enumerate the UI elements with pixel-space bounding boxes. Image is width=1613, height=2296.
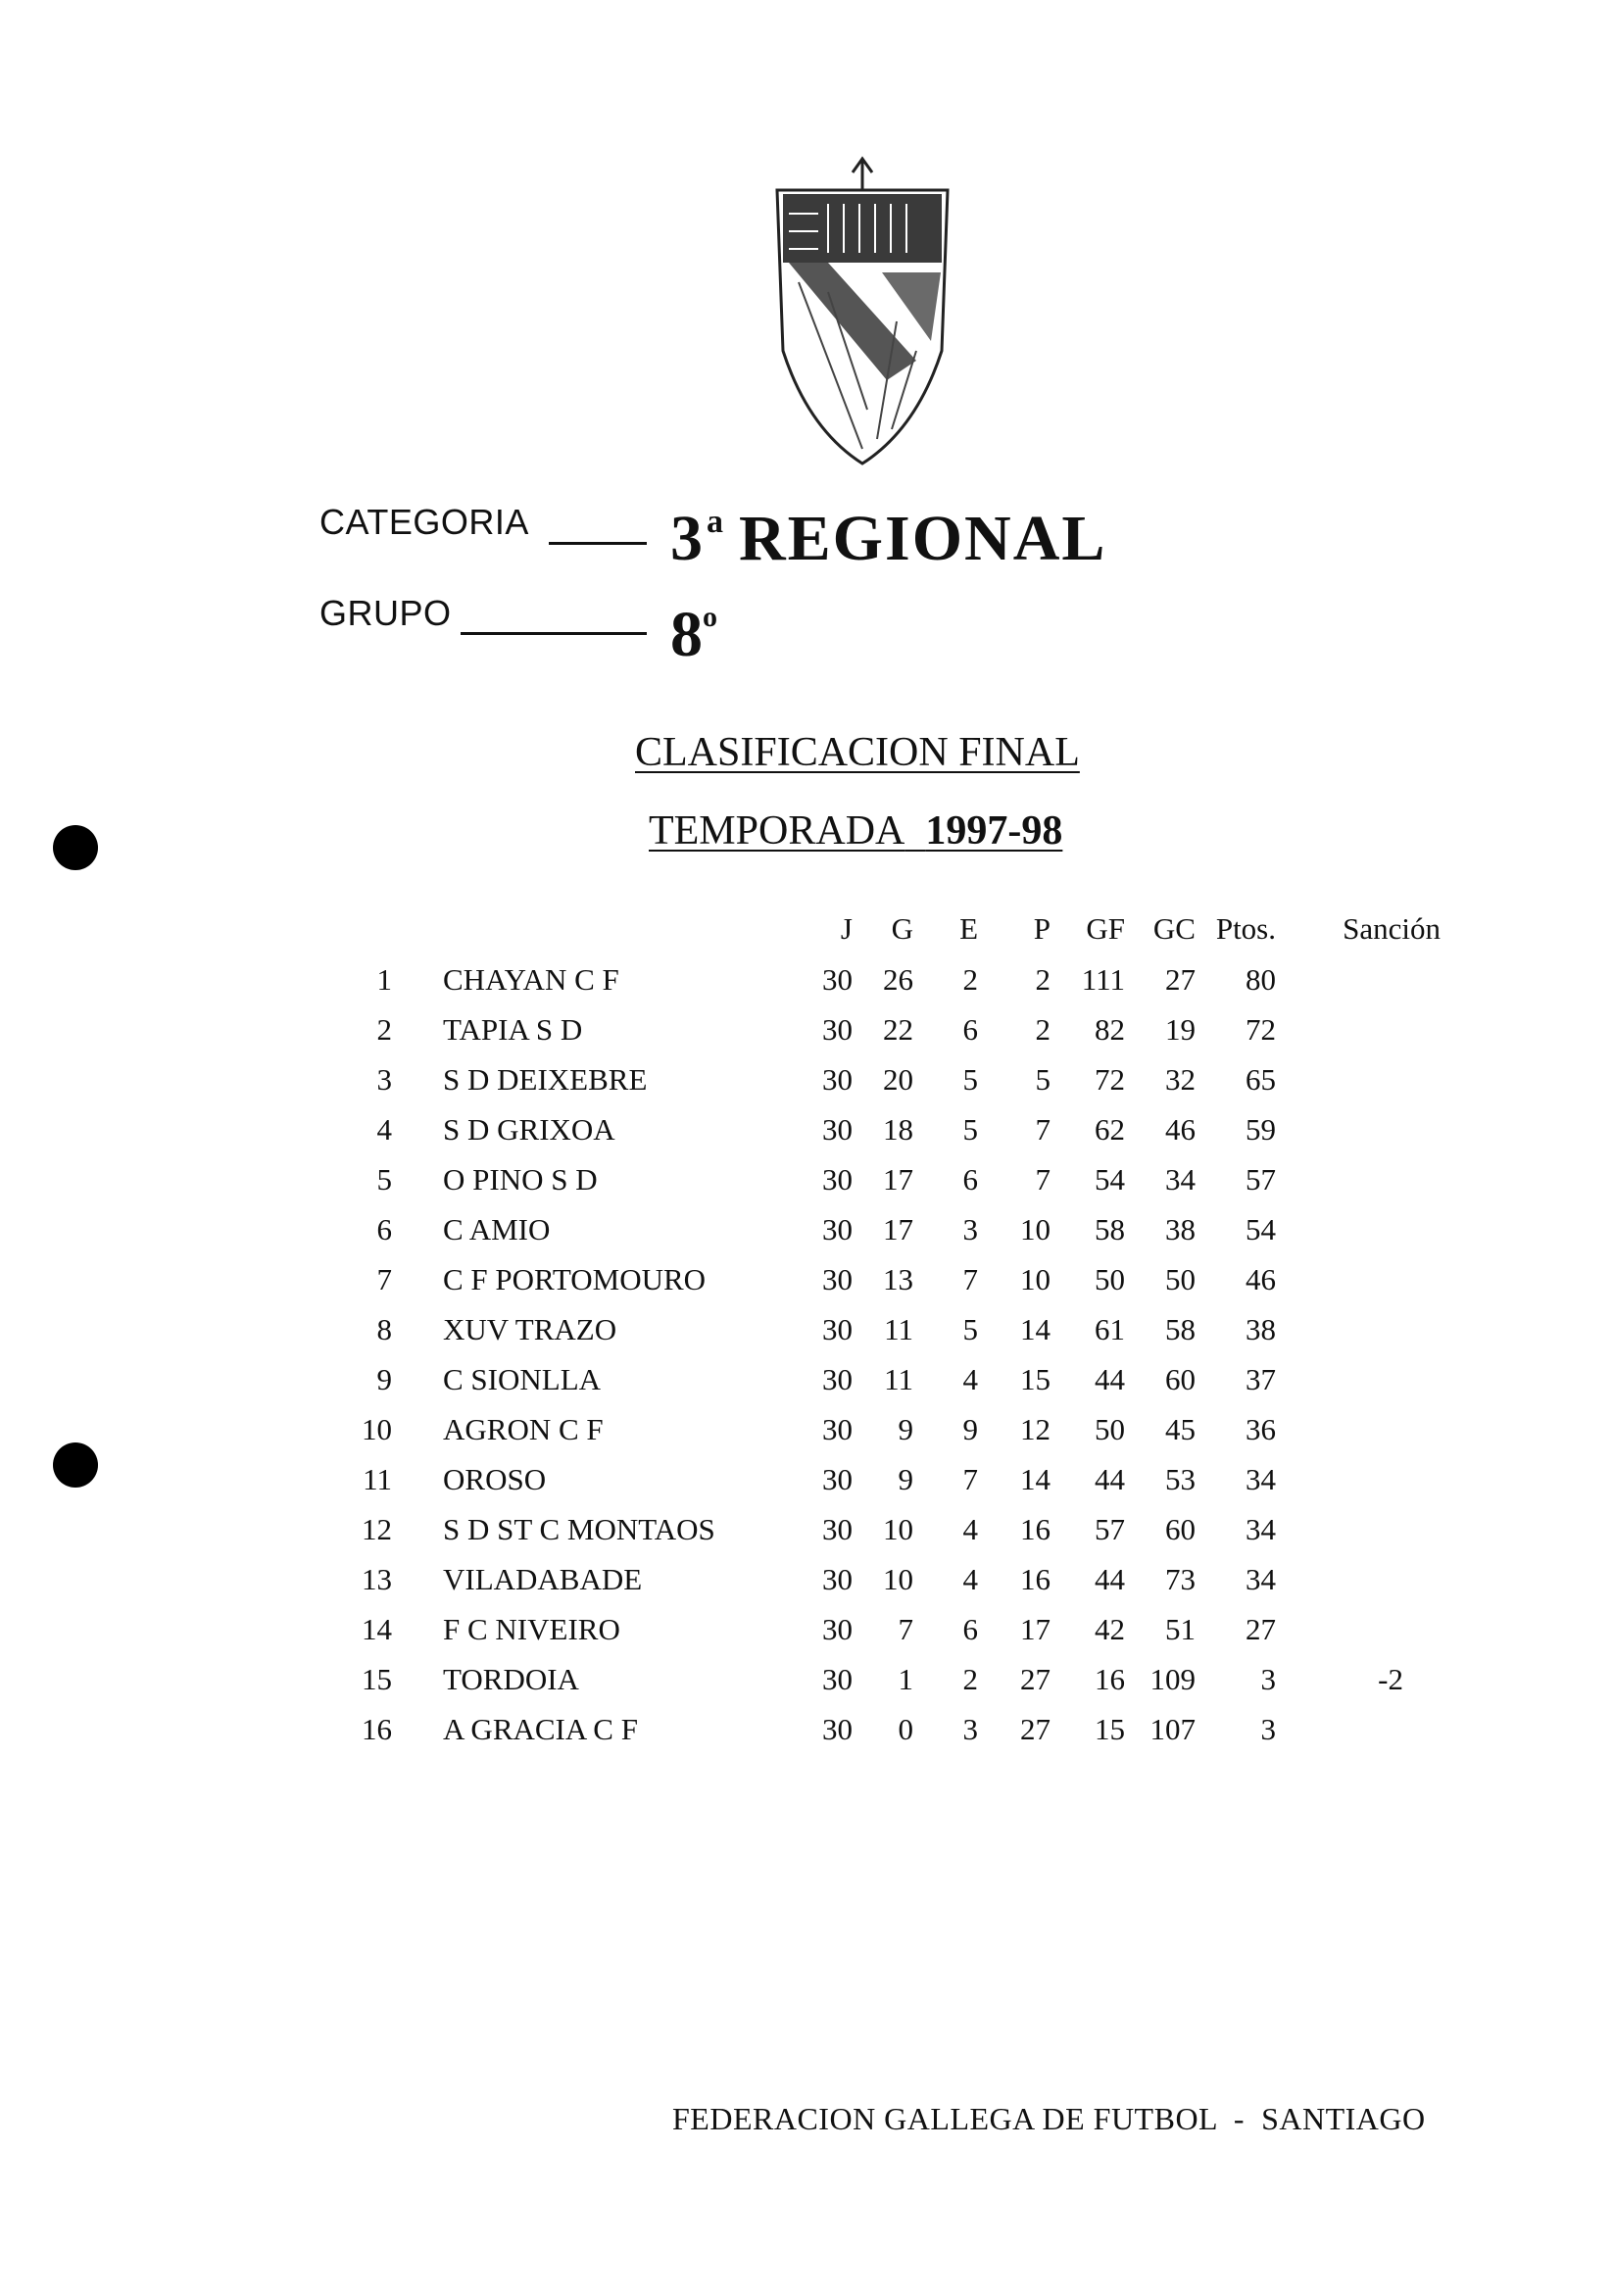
cell-pos: 2 xyxy=(376,1011,392,1047)
cell-e: 6 xyxy=(962,1161,978,1197)
table-row xyxy=(333,1504,1441,1554)
cell-gc: 58 xyxy=(1165,1311,1196,1346)
cell-sancion xyxy=(1276,1154,1441,1204)
cell-sancion xyxy=(1276,1354,1441,1404)
cell-pts: 57 xyxy=(1246,1161,1276,1197)
cell-gf: 44 xyxy=(1095,1461,1125,1496)
cell-pts: 27 xyxy=(1246,1611,1276,1646)
cell-sancion xyxy=(1276,954,1441,1004)
cell-pos: 12 xyxy=(362,1511,392,1546)
cell-team: VILADABADE xyxy=(443,1561,643,1596)
cell-team: F C NIVEIRO xyxy=(443,1611,620,1646)
cell-e: 5 xyxy=(962,1311,978,1346)
cell-j: 30 xyxy=(822,1011,853,1047)
cell-gf: 61 xyxy=(1095,1311,1125,1346)
cell-pts: 65 xyxy=(1246,1061,1276,1097)
header-p: P xyxy=(1033,911,1051,946)
cell-p: 2 xyxy=(1035,1011,1051,1047)
cell-pos: 6 xyxy=(376,1211,392,1246)
table-row xyxy=(333,1204,1441,1254)
cell-sancion xyxy=(1276,1554,1441,1604)
cell-p: 27 xyxy=(1020,1711,1051,1746)
cell-gf: 44 xyxy=(1095,1561,1125,1596)
cell-team: C AMIO xyxy=(443,1211,551,1246)
cell-j: 30 xyxy=(822,1711,853,1746)
cell-p: 12 xyxy=(1020,1411,1051,1446)
header-ptos: Ptos. xyxy=(1215,911,1276,946)
cell-e: 4 xyxy=(962,1361,978,1396)
cell-g: 22 xyxy=(883,1011,913,1047)
header-gc: GC xyxy=(1152,911,1196,946)
cell-g: 20 xyxy=(883,1061,913,1097)
cell-pos: 13 xyxy=(362,1561,392,1596)
header-j: J xyxy=(840,911,853,946)
categoria-underline xyxy=(549,542,647,545)
table-row xyxy=(333,1054,1441,1104)
cell-pos: 4 xyxy=(376,1111,392,1147)
cell-gc: 60 xyxy=(1165,1511,1196,1546)
cell-gc: 53 xyxy=(1165,1461,1196,1496)
cell-team: CHAYAN C F xyxy=(443,961,619,997)
cell-gf: 62 xyxy=(1095,1111,1125,1147)
cell-g: 10 xyxy=(883,1561,913,1596)
header-sancion: Sanción xyxy=(1343,911,1441,946)
table-row xyxy=(333,1354,1441,1404)
grupo-sup: o xyxy=(703,601,717,633)
cell-gf: 54 xyxy=(1095,1161,1125,1197)
cell-e: 4 xyxy=(962,1561,978,1596)
cell-pts: 36 xyxy=(1246,1411,1276,1446)
cell-gf: 44 xyxy=(1095,1361,1125,1396)
grupo-underline xyxy=(461,632,647,635)
table-row xyxy=(333,1004,1441,1054)
cell-sancion xyxy=(1276,1204,1441,1254)
cell-p: 17 xyxy=(1020,1611,1051,1646)
cell-sancion xyxy=(1276,1054,1441,1104)
grupo-number: 8 xyxy=(670,599,703,670)
cell-gf: 50 xyxy=(1095,1261,1125,1296)
table-row xyxy=(333,1604,1441,1654)
cell-e: 3 xyxy=(962,1711,978,1746)
cell-e: 5 xyxy=(962,1111,978,1147)
cell-g: 17 xyxy=(883,1211,913,1246)
temporada-season: 1997-98 xyxy=(925,808,1063,854)
cell-sancion xyxy=(1276,1704,1441,1754)
cell-pts: 54 xyxy=(1246,1211,1276,1246)
cell-gc: 32 xyxy=(1165,1061,1196,1097)
cell-p: 7 xyxy=(1035,1111,1051,1147)
cell-team: S D ST C MONTAOS xyxy=(443,1511,715,1546)
categoria-value xyxy=(670,502,1106,576)
cell-pts: 3 xyxy=(1260,1711,1276,1746)
cell-j: 30 xyxy=(822,1511,853,1546)
cell-pts: 59 xyxy=(1246,1111,1276,1147)
table-row xyxy=(333,1654,1441,1704)
cell-j: 30 xyxy=(822,1611,853,1646)
cell-gc: 51 xyxy=(1165,1611,1196,1646)
table-row xyxy=(333,1254,1441,1304)
cell-gc: 107 xyxy=(1149,1711,1196,1746)
cell-j: 30 xyxy=(822,1261,853,1296)
cell-sancion xyxy=(1276,1604,1441,1654)
cell-j: 30 xyxy=(822,1311,853,1346)
header-pos xyxy=(333,911,392,954)
table-row xyxy=(333,1554,1441,1604)
table-row xyxy=(333,954,1441,1004)
header-e: E xyxy=(959,911,978,946)
cell-pts: 46 xyxy=(1246,1261,1276,1296)
cell-e: 2 xyxy=(962,1661,978,1696)
standings-body xyxy=(333,954,1441,1754)
cell-pos: 11 xyxy=(363,1461,392,1496)
cell-gf: 57 xyxy=(1095,1511,1125,1546)
cell-sancion xyxy=(1276,1504,1441,1554)
cell-team: S D DEIXEBRE xyxy=(443,1061,648,1097)
cell-gc: 73 xyxy=(1165,1561,1196,1596)
cell-pos: 16 xyxy=(362,1711,392,1746)
cell-pts: 34 xyxy=(1246,1561,1276,1596)
cell-p: 10 xyxy=(1020,1211,1051,1246)
table-row xyxy=(333,1104,1441,1154)
cell-pts: 72 xyxy=(1246,1011,1276,1047)
cell-pos: 10 xyxy=(362,1411,392,1446)
cell-e: 3 xyxy=(962,1211,978,1246)
cell-p: 15 xyxy=(1020,1361,1051,1396)
cell-team: AGRON C F xyxy=(443,1411,604,1446)
categoria-sup: a xyxy=(707,504,725,540)
cell-pts: 34 xyxy=(1246,1461,1276,1496)
cell-sancion xyxy=(1276,1404,1441,1454)
cell-gc: 46 xyxy=(1165,1111,1196,1147)
cell-team: O PINO S D xyxy=(443,1161,598,1197)
cell-pts: 38 xyxy=(1246,1311,1276,1346)
cell-j: 30 xyxy=(822,1161,853,1197)
cell-gc: 27 xyxy=(1165,961,1196,997)
cell-pos: 7 xyxy=(376,1261,392,1296)
cell-gf: 16 xyxy=(1095,1661,1125,1696)
cell-j: 30 xyxy=(822,961,853,997)
categoria-number: 3 xyxy=(670,503,705,574)
cell-p: 14 xyxy=(1020,1311,1051,1346)
cell-j: 30 xyxy=(822,1661,853,1696)
cell-pos: 14 xyxy=(362,1611,392,1646)
cell-e: 5 xyxy=(962,1061,978,1097)
cell-g: 9 xyxy=(898,1411,913,1446)
cell-gf: 42 xyxy=(1095,1611,1125,1646)
cell-g: 18 xyxy=(883,1111,913,1147)
standings-table xyxy=(333,911,1441,1754)
cell-gc: 50 xyxy=(1165,1261,1196,1296)
cell-pos: 9 xyxy=(376,1361,392,1396)
cell-sancion xyxy=(1276,1104,1441,1154)
cell-g: 10 xyxy=(883,1511,913,1546)
cell-j: 30 xyxy=(822,1061,853,1097)
cell-e: 9 xyxy=(962,1411,978,1446)
cell-p: 7 xyxy=(1035,1161,1051,1197)
cell-p: 10 xyxy=(1020,1261,1051,1296)
cell-team: TAPIA S D xyxy=(443,1011,583,1047)
cell-g: 9 xyxy=(898,1461,913,1496)
cell-team: S D GRIXOA xyxy=(443,1111,615,1147)
cell-gf: 72 xyxy=(1095,1061,1125,1097)
cell-g: 26 xyxy=(883,961,913,997)
cell-g: 7 xyxy=(898,1611,913,1646)
cell-j: 30 xyxy=(822,1461,853,1496)
cell-gc: 38 xyxy=(1165,1211,1196,1246)
categoria-label: CATEGORIA xyxy=(319,502,529,542)
cell-p: 16 xyxy=(1020,1511,1051,1546)
table-row xyxy=(333,1404,1441,1454)
cell-j: 30 xyxy=(822,1561,853,1596)
cell-pos: 5 xyxy=(376,1161,392,1197)
cell-gf: 15 xyxy=(1095,1711,1125,1746)
cell-e: 2 xyxy=(962,961,978,997)
cell-team: A GRACIA C F xyxy=(443,1711,638,1746)
cell-p: 16 xyxy=(1020,1561,1051,1596)
cell-e: 7 xyxy=(962,1461,978,1496)
header-team xyxy=(392,911,796,954)
cell-team: C F PORTOMOURO xyxy=(443,1261,707,1296)
cell-p: 14 xyxy=(1020,1461,1051,1496)
cell-gc: 34 xyxy=(1165,1161,1196,1197)
cell-gf: 82 xyxy=(1095,1011,1125,1047)
cell-p: 27 xyxy=(1020,1661,1051,1696)
cell-team: C SIONLLA xyxy=(443,1361,602,1396)
cell-gc: 19 xyxy=(1165,1011,1196,1047)
cell-e: 6 xyxy=(962,1611,978,1646)
cell-gf: 50 xyxy=(1095,1411,1125,1446)
cell-gf: 111 xyxy=(1081,961,1125,997)
cell-pos: 3 xyxy=(376,1061,392,1097)
cell-sancion xyxy=(1276,1454,1441,1504)
cell-g: 11 xyxy=(884,1361,913,1396)
clasificacion-title: CLASIFICACION FINAL xyxy=(635,730,1080,775)
cell-team: XUV TRAZO xyxy=(443,1311,617,1346)
temporada-label: TEMPORADA xyxy=(649,808,905,854)
table-row xyxy=(333,1304,1441,1354)
cell-pts: 34 xyxy=(1246,1511,1276,1546)
cell-g: 17 xyxy=(883,1161,913,1197)
table-row xyxy=(333,1704,1441,1754)
temporada-title xyxy=(649,807,1062,855)
cell-sancion xyxy=(1276,1254,1441,1304)
categoria-name: REGIONAL xyxy=(739,503,1107,574)
cell-sancion xyxy=(1276,1004,1441,1054)
grupo-value xyxy=(670,598,717,672)
table-row xyxy=(333,1154,1441,1204)
table-row xyxy=(333,1454,1441,1504)
grupo-label: GRUPO xyxy=(319,593,452,633)
cell-j: 30 xyxy=(822,1361,853,1396)
cell-team: TORDOIA xyxy=(443,1661,579,1696)
cell-pts: 37 xyxy=(1246,1361,1276,1396)
header-g: G xyxy=(891,911,913,946)
cell-gc: 60 xyxy=(1165,1361,1196,1396)
cell-p: 5 xyxy=(1035,1061,1051,1097)
cell-j: 30 xyxy=(822,1411,853,1446)
cell-pos: 1 xyxy=(376,961,392,997)
cell-g: 0 xyxy=(898,1711,913,1746)
cell-p: 2 xyxy=(1035,961,1051,997)
cell-gf: 58 xyxy=(1095,1211,1125,1246)
cell-g: 11 xyxy=(884,1311,913,1346)
punch-hole-top xyxy=(53,825,98,870)
cell-sancion xyxy=(1276,1304,1441,1354)
cell-j: 30 xyxy=(822,1111,853,1147)
footer-text: FEDERACION GALLEGA DE FUTBOL - SANTIAGO xyxy=(672,2101,1426,2136)
federation-crest-logo xyxy=(769,155,955,468)
header-gf: GF xyxy=(1086,911,1125,946)
cell-team: OROSO xyxy=(443,1461,547,1496)
cell-g: 1 xyxy=(898,1661,913,1696)
cell-e: 6 xyxy=(962,1011,978,1047)
cell-gc: 109 xyxy=(1149,1661,1196,1696)
punch-hole-bottom xyxy=(53,1442,98,1488)
cell-pos: 8 xyxy=(376,1311,392,1346)
cell-g: 13 xyxy=(883,1261,913,1296)
cell-gc: 45 xyxy=(1165,1411,1196,1446)
cell-pts: 3 xyxy=(1260,1661,1276,1696)
table-header-row xyxy=(333,911,1441,954)
cell-pts: 80 xyxy=(1246,961,1276,997)
cell-e: 4 xyxy=(962,1511,978,1546)
cell-j: 30 xyxy=(822,1211,853,1246)
cell-pos: 15 xyxy=(362,1661,392,1696)
cell-sancion: -2 xyxy=(1378,1661,1403,1696)
cell-e: 7 xyxy=(962,1261,978,1296)
